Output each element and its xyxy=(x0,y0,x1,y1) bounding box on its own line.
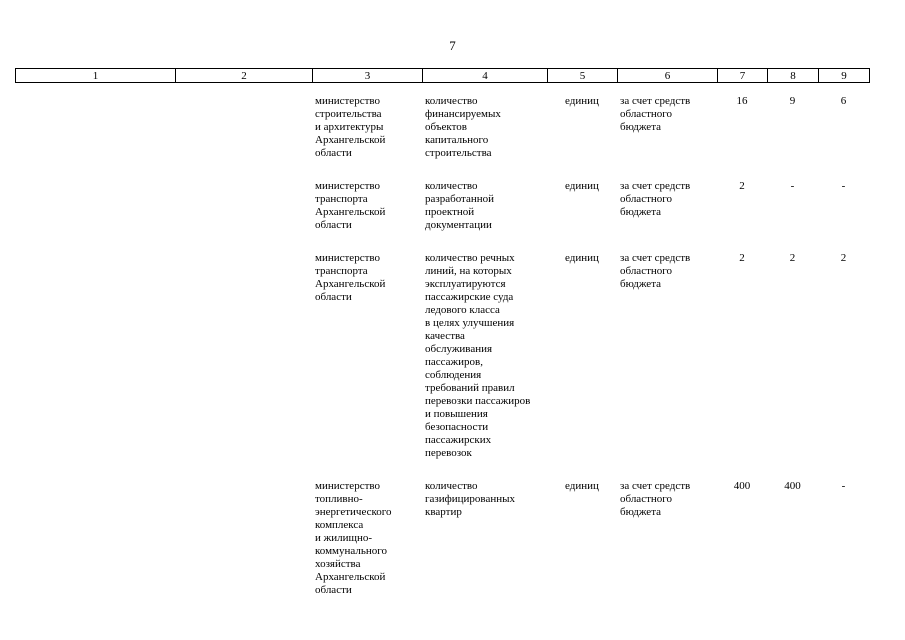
cell-funding-source: за счет средств областного бюджета xyxy=(620,480,691,518)
table-row xyxy=(15,95,869,180)
header-row xyxy=(16,69,870,83)
indicators-table xyxy=(15,95,869,617)
cell-funding-source: за счет средств областного бюджета xyxy=(620,180,691,218)
table-row xyxy=(15,480,869,617)
header-cell: 5 xyxy=(548,69,618,83)
table-row xyxy=(15,180,869,252)
cell-col2 xyxy=(175,252,312,480)
table-row xyxy=(15,252,869,480)
header-cell: 1 xyxy=(16,69,176,83)
cell-unit: единиц xyxy=(565,180,599,192)
page-number: 7 xyxy=(449,38,456,53)
header-cell: 7 xyxy=(718,69,768,83)
header-cell: 6 xyxy=(618,69,718,83)
header-cell: 9 xyxy=(819,69,870,83)
cell-col2 xyxy=(175,95,312,180)
cell-value-9: 2 xyxy=(840,252,847,264)
cell-indicator: количество разработанной проектной документации xyxy=(425,180,495,231)
cell-organization: министерство транспорта Архангельской области xyxy=(315,180,386,231)
cell-value-9: 6 xyxy=(840,95,847,107)
cell-col1 xyxy=(15,480,175,617)
cell-value-9: - xyxy=(841,480,846,492)
cell-value-7: 2 xyxy=(739,252,745,264)
cell-col1 xyxy=(15,252,175,480)
column-number-header xyxy=(15,68,870,83)
cell-value-7: 16 xyxy=(736,95,748,107)
header-cell: 8 xyxy=(768,69,819,83)
header-cell: 4 xyxy=(423,69,548,83)
cell-unit: единиц xyxy=(565,480,599,492)
cell-organization: министерство строительства и архитектуры Архангельской области xyxy=(315,95,386,159)
cell-indicator: количество финансируемых объектов капитального строительства xyxy=(425,95,501,159)
cell-col1 xyxy=(15,180,175,252)
cell-value-7: 2 xyxy=(739,180,745,192)
cell-col1 xyxy=(15,95,175,180)
cell-organization: министерство топливно- энергетического комплекса и жилищно- коммунального хозяйства Архангельской области xyxy=(315,480,392,596)
cell-col2 xyxy=(175,480,312,617)
cell-organization: министерство транспорта Архангельской области xyxy=(315,252,386,303)
cell-indicator: количество газифицированных квартир xyxy=(425,480,516,518)
cell-unit: единиц xyxy=(565,252,599,264)
cell-funding-source: за счет средств областного бюджета xyxy=(620,252,691,290)
header-cell: 2 xyxy=(176,69,313,83)
cell-value-8: 9 xyxy=(789,95,796,107)
cell-value-8: 400 xyxy=(784,480,801,492)
cell-value-9: - xyxy=(841,180,846,192)
cell-indicator: количество речных линий, на которых эксплуатируются пассажирские суда ледового класса в целях улучшения качества обслуживания пассажиров, соблюдения требований правил перевозки пассажиров и повышения безопасности пассажирских перевозок xyxy=(425,252,531,459)
cell-value-7: 400 xyxy=(733,480,751,492)
cell-value-8: - xyxy=(790,180,795,192)
cell-funding-source: за счет средств областного бюджета xyxy=(620,95,691,133)
header-cell: 3 xyxy=(313,69,423,83)
cell-col2 xyxy=(175,180,312,252)
cell-value-8: 2 xyxy=(789,252,796,264)
cell-unit: единиц xyxy=(565,95,599,107)
